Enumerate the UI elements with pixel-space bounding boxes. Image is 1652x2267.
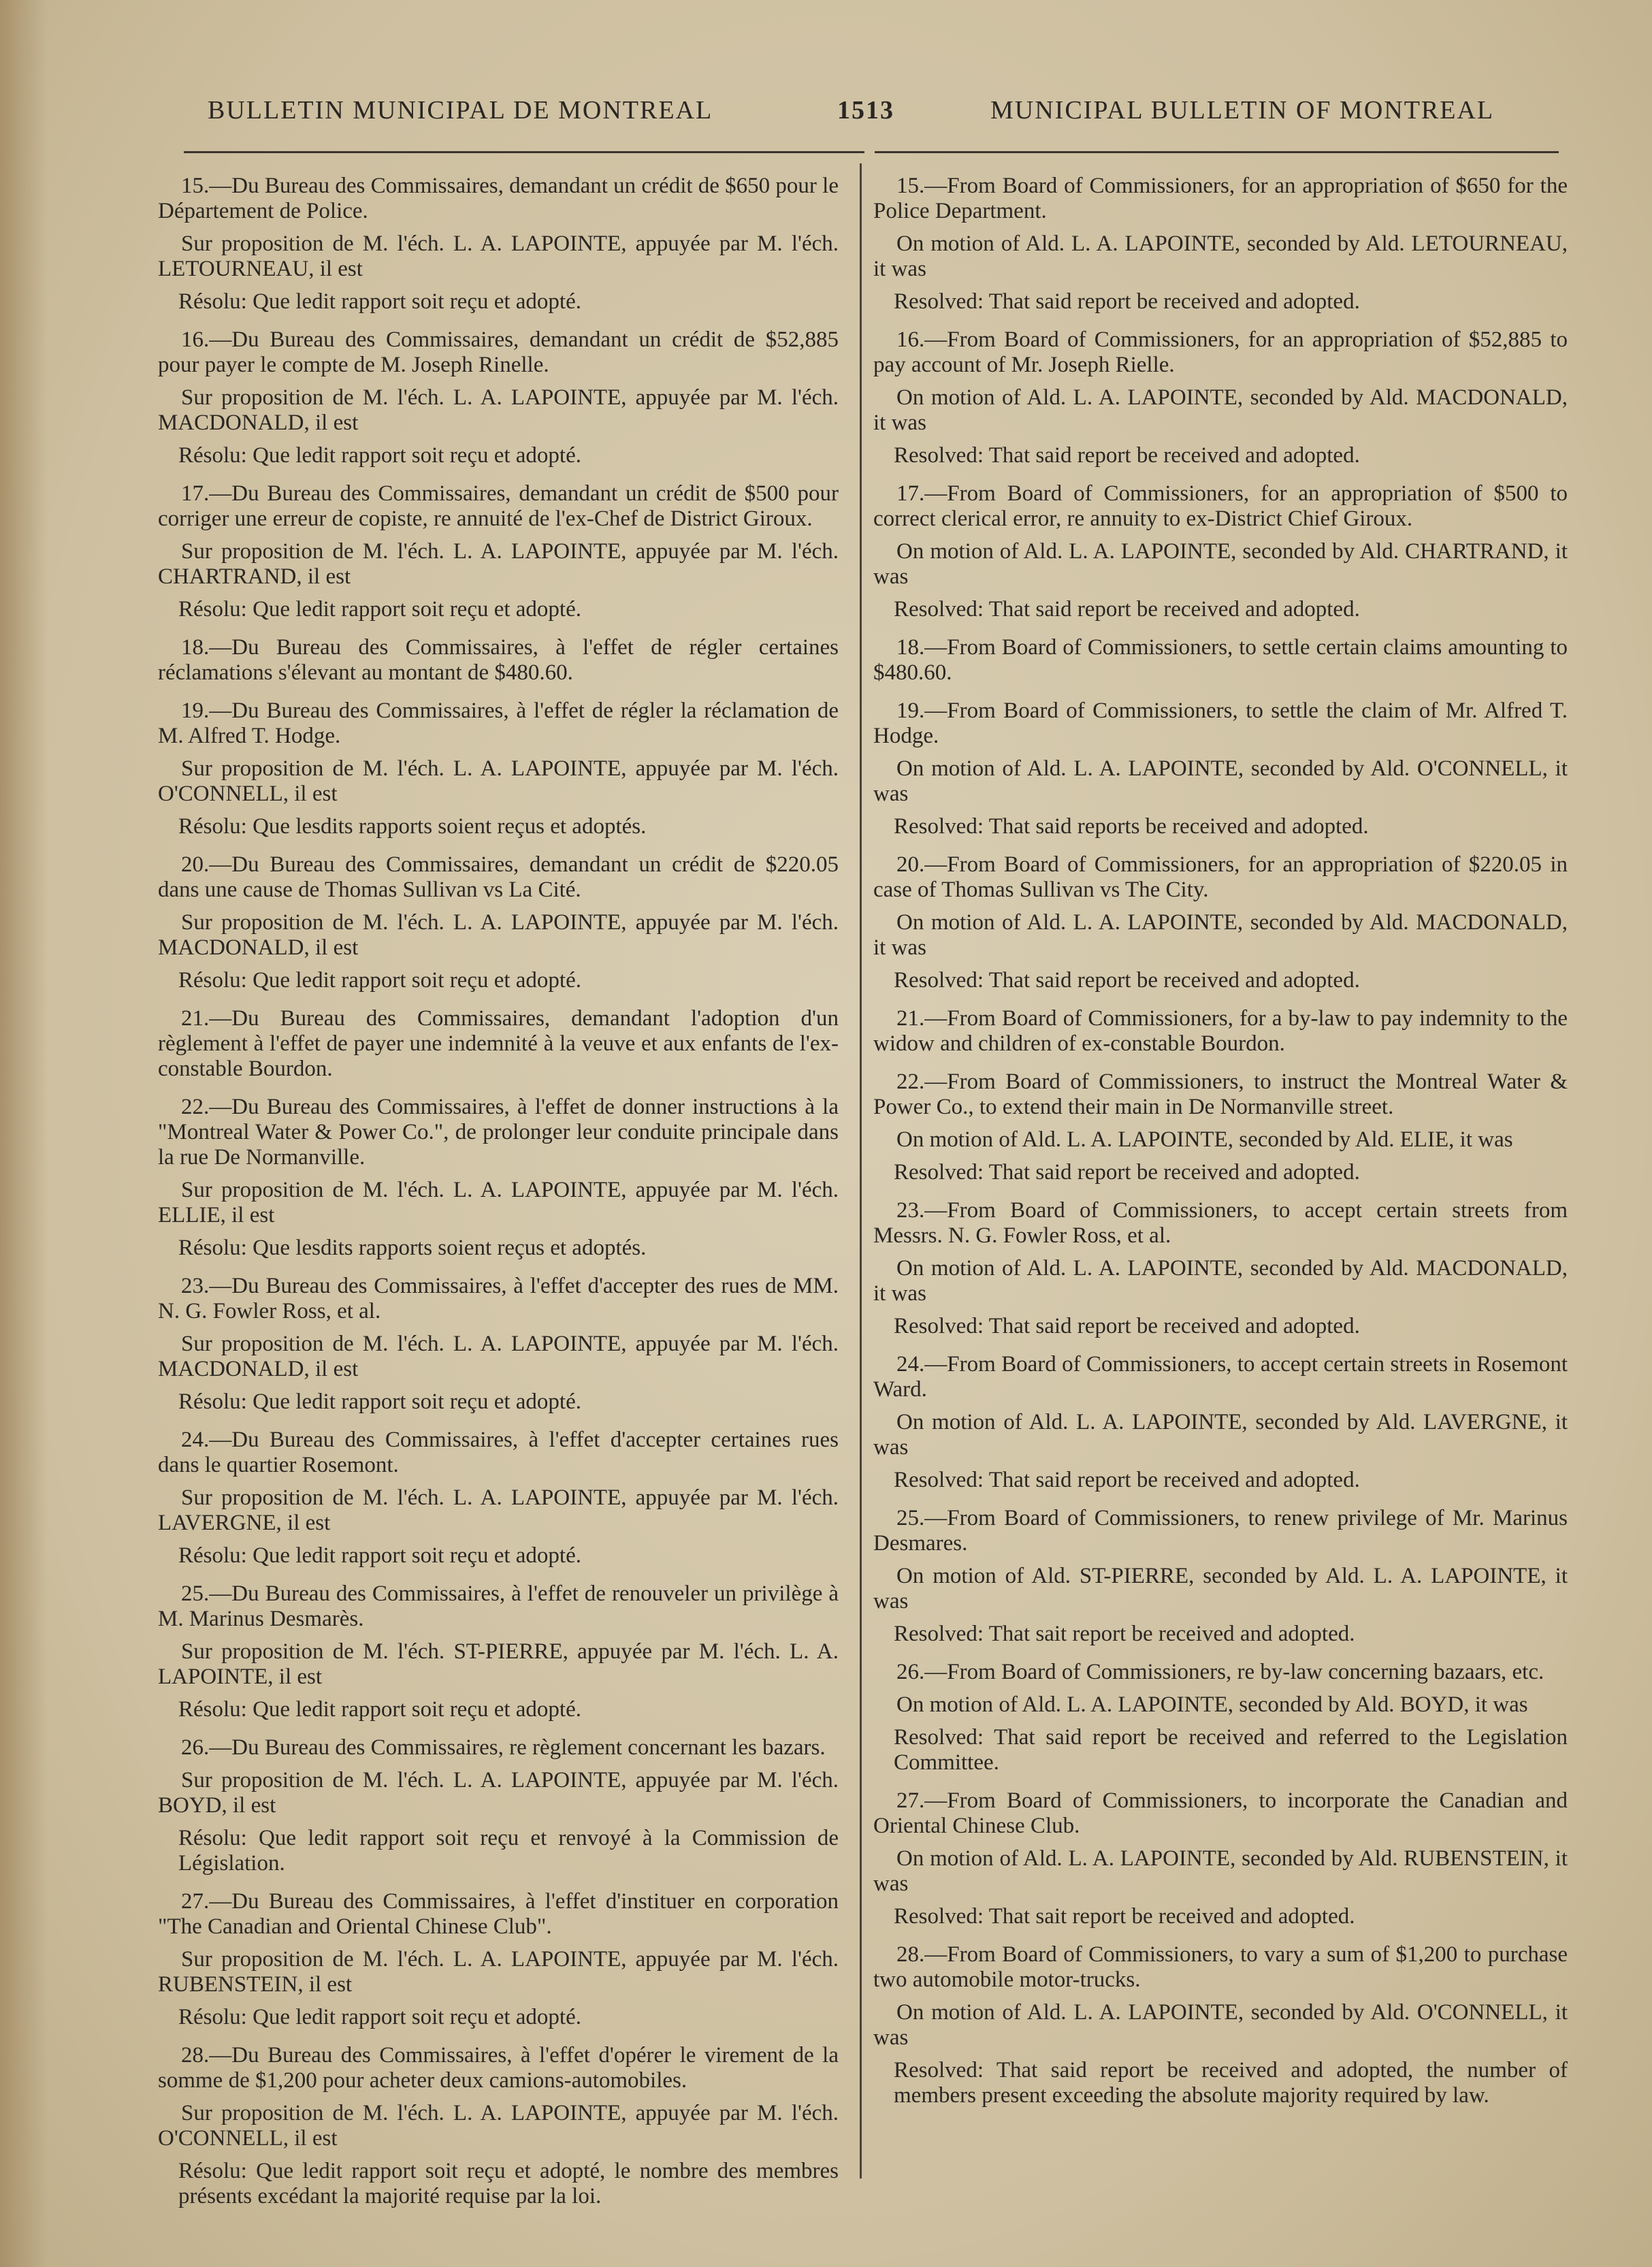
item-heading: 25.—From Board of Commissioners, to renew privilege of Mr. Marinus Desmares. (873, 1506, 1568, 1556)
english-item-28 (873, 1942, 1568, 2108)
item-heading: 26.—From Board of Commissioners, re by-law concerning bazaars, etc. (896, 1660, 1544, 1684)
french-item-16 (158, 327, 839, 468)
item-motion: On motion of Ald. L. A. LAPOINTE, seconded by Ald. MACDONALD, it was (873, 385, 1568, 435)
item-motion: Sur proposition de M. l'éch. L. A. LAPOINTE, appuyée par M. l'éch. O'CONNELL, il est (158, 756, 839, 806)
item-resolution: Résolu: Que lesdits rapports soient reçus et adoptés. (178, 1236, 647, 1260)
item-heading: 24.—Du Bureau des Commissaires, à l'effet d'accepter certaines rues dans le quartier Rosemont. (158, 1428, 839, 1477)
item-motion: On motion of Ald. L. A. LAPOINTE, seconded by Ald. RUBENSTEIN, it was (873, 1846, 1568, 1896)
item-heading: 21.—From Board of Commissioners, for a by-law to pay indemnity to the widow and children of ex-constable Bourdon. (873, 1006, 1568, 1056)
item-heading: 24.—From Board of Commissioners, to accept certain streets in Rosemont Ward. (873, 1352, 1568, 1402)
item-resolution: Resolved: That said report be received and adopted. (894, 1314, 1360, 1338)
header-title-english: MUNICIPAL BULLETIN OF MONTREAL (990, 96, 1495, 125)
item-heading: 26.—Du Bureau des Commissaires, re règlement concernant les bazars. (181, 1735, 826, 1760)
item-resolution: Resolved: That sait report be received and adopted. (894, 1622, 1355, 1646)
item-heading: 23.—From Board of Commissioners, to accept certain streets from Messrs. N. G. Fowler Ross, et al. (873, 1198, 1568, 1248)
english-item-22 (873, 1070, 1568, 1185)
item-motion: On motion of Ald. L. A. LAPOINTE, seconded by Ald. MACDONALD, it was (873, 910, 1568, 960)
item-resolution: Resolved: That said report be received and adopted. (894, 1468, 1360, 1492)
item-heading: 20.—From Board of Commissioners, for an appropriation of $220.05 in case of Thomas Sullivan vs The City. (873, 852, 1568, 902)
item-heading: 19.—From Board of Commissioners, to settle the claim of Mr. Alfred T. Hodge. (873, 698, 1568, 748)
item-heading: 16.—From Board of Commissioners, for an appropriation of $52,885 to pay account of Mr. Joseph Rielle. (873, 327, 1568, 377)
english-item-18 (873, 635, 1568, 686)
item-resolution: Résolu: Que ledit rapport soit reçu et adopté. (178, 1543, 582, 1568)
french-item-24 (158, 1428, 839, 1569)
english-item-27 (873, 1788, 1568, 1929)
item-resolution: Resolved: That said report be received and adopted. (894, 443, 1360, 468)
item-heading: 17.—From Board of Commissioners, for an appropriation of $500 to correct clerical error, re annuity to ex-District Chief Giroux. (873, 481, 1568, 531)
french-item-21 (158, 1006, 839, 1082)
item-motion: Sur proposition de M. l'éch. L. A. LAPOINTE, appuyée par M. l'éch. LETOURNEAU, il est (158, 231, 839, 281)
page-header (0, 95, 1652, 136)
header-rule-left (184, 151, 864, 153)
item-motion: On motion of Ald. L. A. LAPOINTE, seconded by Ald. LETOURNEAU, it was (873, 231, 1568, 281)
item-motion: On motion of Ald. L. A. LAPOINTE, seconded by Ald. O'CONNELL, it was (873, 2000, 1568, 2050)
item-resolution: Résolu: Que ledit rapport soit reçu et adopté, le nombre des membres présents excédant la majorité requise par la loi. (178, 2159, 839, 2208)
item-resolution: Resolved: That said report be received and referred to the Legislation Committee. (894, 1725, 1568, 1775)
item-resolution: Resolved: That said reports be received and adopted. (894, 814, 1369, 839)
item-motion: Sur proposition de M. l'éch. L. A. LAPOINTE, appuyée par M. l'éch. MACDONALD, il est (158, 385, 839, 435)
item-heading: 22.—From Board of Commissioners, to instruct the Montreal Water & Power Co., to extend their main in De Normanville street. (873, 1070, 1568, 1119)
item-heading: 16.—Du Bureau des Commissaires, demandant un crédit de $52,885 pour payer le compte de M. Joseph Rinelle. (158, 327, 839, 377)
item-resolution: Résolu: Que ledit rapport soit reçu et adopté. (178, 2005, 582, 2029)
item-heading: 18.—From Board of Commissioners, to settle certain claims amounting to $480.60. (873, 635, 1568, 685)
french-item-26 (158, 1735, 839, 1876)
french-item-19 (158, 698, 839, 839)
french-item-20 (158, 852, 839, 993)
item-resolution: Résolu: Que ledit rapport soit reçu et adopté. (178, 968, 582, 993)
item-motion: On motion of Ald. ST-PIERRE, seconded by Ald. L. A. LAPOINTE, it was (873, 1564, 1568, 1613)
item-heading: 27.—Du Bureau des Commissaires, à l'effet d'instituer en corporation "The Canadian and Oriental Chinese Club". (158, 1889, 839, 1939)
binding-shadow (0, 0, 48, 2267)
item-motion: On motion of Ald. L. A. LAPOINTE, seconded by Ald. LAVERGNE, it was (873, 1410, 1568, 1460)
item-resolution: Resolved: That said report be received and adopted. (894, 1160, 1360, 1185)
item-resolution: Résolu: Que ledit rapport soit reçu et adopté. (178, 1697, 582, 1722)
english-item-21 (873, 1006, 1568, 1057)
french-item-27 (158, 1889, 839, 2030)
item-motion: Sur proposition de M. l'éch. L. A. LAPOINTE, appuyée par M. l'éch. RUBENSTEIN, il est (158, 1947, 839, 1997)
item-heading: 15.—Du Bureau des Commissaires, demandant un crédit de $650 pour le Département de Police. (158, 174, 839, 223)
item-heading: 18.—Du Bureau des Commissaires, à l'effet de régler certaines réclamations s'élevant au montant de $480.60. (158, 635, 839, 685)
item-heading: 19.—Du Bureau des Commissaires, à l'effet de régler la réclamation de M. Alfred T. Hodge. (158, 698, 839, 748)
item-motion: Sur proposition de M. l'éch. L. A. LAPOINTE, appuyée par M. l'éch. CHARTRAND, il est (158, 539, 839, 589)
item-heading: 20.—Du Bureau des Commissaires, demandant un crédit de $220.05 dans une cause de Thomas Sullivan vs La Cité. (158, 852, 839, 902)
item-resolution: Résolu: Que ledit rapport soit reçu et renvoyé à la Commission de Législation. (178, 1826, 839, 1876)
english-column (873, 174, 1568, 2121)
item-resolution: Résolu: Que ledit rapport soit reçu et adopté. (178, 443, 582, 468)
item-motion: On motion of Ald. L. A. LAPOINTE, seconded by Ald. ELIE, it was (896, 1127, 1513, 1152)
item-heading: 17.—Du Bureau des Commissaires, demandant un crédit de $500 pour corriger une erreur de copiste, re annuité de l'ex-Chef de District Giroux. (158, 481, 839, 531)
item-heading: 27.—From Board of Commissioners, to incorporate the Canadian and Oriental Chinese Club. (873, 1788, 1568, 1838)
french-item-17 (158, 481, 839, 622)
item-motion: On motion of Ald. L. A. LAPOINTE, seconded by Ald. MACDONALD, it was (873, 1256, 1568, 1306)
header-title-french: BULLETIN MUNICIPAL DE MONTREAL (208, 96, 713, 125)
item-heading: 25.—Du Bureau des Commissaires, à l'effet de renouveler un privilège à M. Marinus Desmarès. (158, 1581, 839, 1631)
english-item-16 (873, 327, 1568, 468)
item-motion: Sur proposition de M. l'éch. L. A. LAPOINTE, appuyée par M. l'éch. O'CONNELL, il est (158, 2101, 839, 2151)
item-resolution: Résolu: Que ledit rapport soit reçu et adopté. (178, 289, 582, 314)
item-resolution: Resolved: That sait report be received and adopted. (894, 1904, 1355, 1929)
item-resolution: Résolu: Que ledit rapport soit reçu et adopté. (178, 597, 582, 622)
item-resolution: Résolu: Que ledit rapport soit reçu et adopté. (178, 1389, 582, 1414)
english-item-19 (873, 698, 1568, 839)
item-heading: 28.—From Board of Commissioners, to vary a sum of $1,200 to purchase two automobile motor-trucks. (873, 1942, 1568, 1992)
english-item-23 (873, 1198, 1568, 1339)
item-motion: Sur proposition de M. l'éch. ST-PIERRE, appuyée par M. l'éch. L. A. LAPOINTE, il est (158, 1639, 839, 1689)
item-motion: Sur proposition de M. l'éch. L. A. LAPOINTE, appuyée par M. l'éch. MACDONALD, il est (158, 1332, 839, 1381)
french-item-25 (158, 1581, 839, 1722)
french-item-18 (158, 635, 839, 686)
english-item-25 (873, 1506, 1568, 1647)
item-motion: Sur proposition de M. l'éch. L. A. LAPOINTE, appuyée par M. l'éch. ELLIE, il est (158, 1178, 839, 1227)
french-item-23 (158, 1274, 839, 1415)
item-motion: On motion of Ald. L. A. LAPOINTE, seconded by Ald. CHARTRAND, it was (873, 539, 1568, 589)
item-motion: Sur proposition de M. l'éch. L. A. LAPOINTE, appuyée par M. l'éch. BOYD, il est (158, 1768, 839, 1818)
item-heading: 21.—Du Bureau des Commissaires, demandant l'adoption d'un règlement à l'effet de payer une indemnité à la veuve et aux enfants de l'ex-constable Bourdon. (158, 1006, 839, 1081)
column-divider (860, 163, 862, 2178)
english-item-15 (873, 174, 1568, 315)
french-column (158, 174, 839, 2222)
header-rule-right (875, 151, 1559, 153)
english-item-24 (873, 1352, 1568, 1493)
item-heading: 22.—Du Bureau des Commissaires, à l'effet de donner instructions à la "Montreal Water & Power Co.", de prolonger leur conduite principale dans la rue De Normanville. (158, 1095, 839, 1170)
item-resolution: Résolu: Que lesdits rapports soient reçus et adoptés. (178, 814, 647, 839)
french-item-28 (158, 2043, 839, 2209)
english-item-17 (873, 481, 1568, 622)
page-number: 1513 (837, 96, 894, 125)
english-item-26 (873, 1660, 1568, 1775)
item-resolution: Resolved: That said report be received and adopted. (894, 289, 1360, 314)
item-motion: On motion of Ald. L. A. LAPOINTE, seconded by Ald. O'CONNELL, it was (873, 756, 1568, 806)
french-item-15 (158, 174, 839, 315)
item-motion: On motion of Ald. L. A. LAPOINTE, seconded by Ald. BOYD, it was (896, 1692, 1528, 1717)
french-item-22 (158, 1095, 839, 1261)
item-heading: 23.—Du Bureau des Commissaires, à l'effet d'accepter des rues de MM. N. G. Fowler Ross, et al. (158, 1274, 839, 1323)
item-resolution: Resolved: That said report be received and adopted, the number of members present exceeding the absolute majority required by law. (894, 2058, 1568, 2108)
item-motion: Sur proposition de M. l'éch. L. A. LAPOINTE, appuyée par M. l'éch. MACDONALD, il est (158, 910, 839, 960)
item-heading: 15.—From Board of Commissioners, for an appropriation of $650 for the Police Department. (873, 174, 1568, 223)
english-item-20 (873, 852, 1568, 993)
item-heading: 28.—Du Bureau des Commissaires, à l'effet d'opérer le virement de la somme de $1,200 pour acheter deux camions-automobiles. (158, 2043, 839, 2093)
item-resolution: Resolved: That said report be received and adopted. (894, 968, 1360, 993)
item-resolution: Resolved: That said report be received and adopted. (894, 597, 1360, 622)
item-motion: Sur proposition de M. l'éch. L. A. LAPOINTE, appuyée par M. l'éch. LAVERGNE, il est (158, 1485, 839, 1535)
